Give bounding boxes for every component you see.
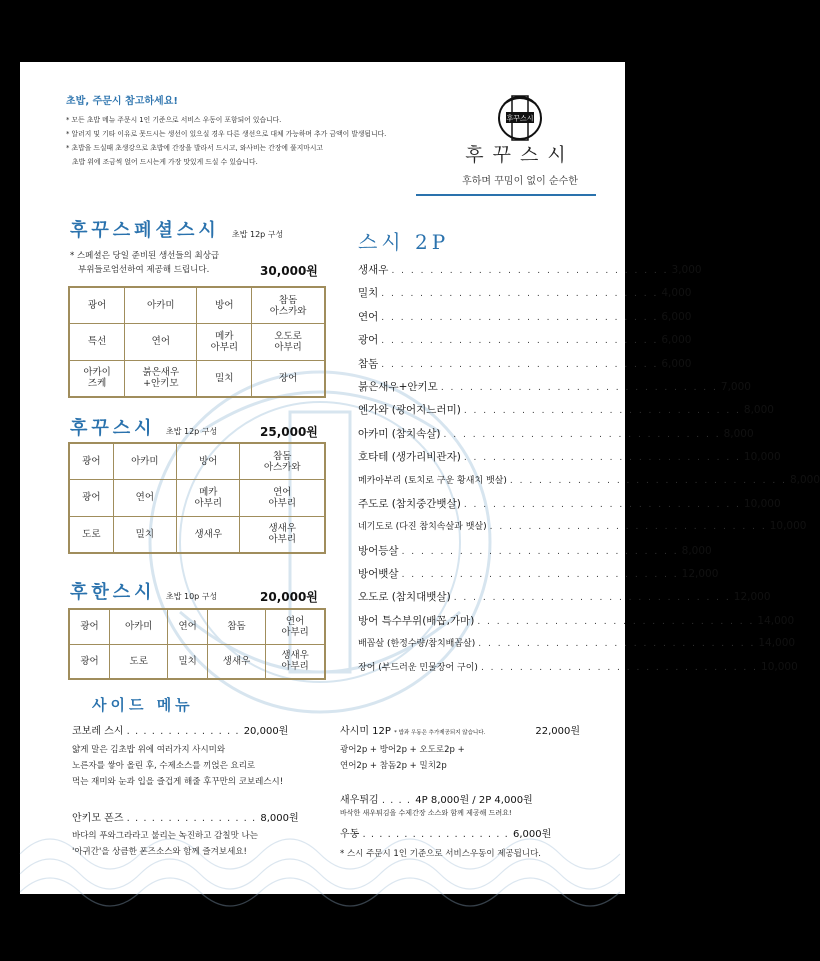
table-cell: 아카미: [110, 609, 168, 644]
fuhan-sub: 초밥 10p 구성: [166, 592, 218, 601]
note-line: * 초밥을 드실때 초생강으로 초밥에 간장을 발라서 드시고, 와사비는 간장에 풀지마시고: [66, 144, 323, 152]
leader-dots: . . . . . . . . . . . . . . . . . . . . . . . . . . . . .: [509, 475, 787, 486]
item-name: 방어등살: [358, 544, 399, 557]
brand-tagline: 후하며 꾸밈이 없이 순수한: [462, 176, 578, 187]
menu-item: [358, 402, 774, 425]
fuhan-title: 후한스시: [70, 582, 156, 603]
table-cell: 특선: [69, 324, 125, 360]
leader-dots: . . . . . . . . . . . . . . . . . . . . . . . . . . . . .: [401, 570, 679, 581]
leader-dots: . . . . . . . . . . . . . . . . . . . . . . . . . . . . .: [381, 359, 659, 370]
table-cell: 메카 아부리: [197, 324, 252, 360]
item-price: 10,000: [743, 451, 781, 464]
table-cell: 밀치: [197, 360, 252, 397]
table-row: [69, 287, 325, 324]
item-price: 8,000: [681, 544, 712, 557]
item-name: 엔가와 (광어지느러미): [358, 404, 461, 417]
leader-dots: . . . . . . . . . . . . . . . . . . . . . . . . . . . . .: [463, 406, 741, 417]
fuku-title: 후꾸스시: [70, 418, 156, 439]
table-row: [69, 443, 325, 480]
order-notes: [66, 92, 486, 169]
item-name: 네기도로 (다진 참치속살과 뱃살): [358, 522, 487, 533]
item-name: 광어: [358, 334, 379, 347]
table-cell: 아카미: [125, 287, 197, 324]
leader-dots: . . . . . . . . . . . . . . . . . . . . . . . . . . . . .: [401, 546, 679, 557]
table-cell: 광어: [69, 287, 125, 324]
kobore-desc: 먹는 재미와 눈과 입을 즐겁게 해줄 후꾸만의 코보레스시!: [72, 777, 284, 787]
leader-dots: . . . . . . . . . . . . . . . . . . . . . . . . . . . . .: [477, 616, 755, 627]
item-price: 12,000: [681, 568, 719, 581]
brand-name: 후꾸스시: [465, 144, 575, 166]
table-cell: 연어 아부리: [266, 609, 325, 644]
table-cell: 밀치: [168, 644, 208, 679]
fuhan-price: 20,000원: [260, 590, 318, 604]
leader-dots: . . . . . . . . . . . . . . . . . . . . . . . . . . . . .: [480, 662, 759, 673]
item-name: 참돔: [358, 357, 379, 370]
table-cell: 연어 아부리: [240, 480, 325, 516]
table-cell: 연어: [125, 324, 197, 360]
special-price: 30,000원: [260, 264, 318, 278]
item-name: 안키모 폰즈: [72, 813, 124, 824]
menu-page: [20, 62, 820, 894]
menu-item: [358, 543, 712, 566]
item-price: 7,000: [720, 380, 751, 393]
item-name: 새우튀김: [340, 795, 379, 806]
side-item-kobore: [72, 722, 288, 737]
special-title: 후꾸스페셜스시: [70, 220, 220, 241]
item-name: 방어 특수부위(배꼽,가마): [358, 614, 475, 627]
table-cell: 참돔 아스카와: [240, 443, 325, 480]
special-sub: 초밥 12p 구성: [232, 230, 284, 239]
table-row: [69, 609, 325, 644]
kobore-desc: 노른자를 쌓아 올린 후, 수제소스를 끼얹은 요리로: [72, 761, 256, 771]
menu-item: [358, 519, 807, 542]
menu-item: [358, 449, 781, 472]
item-name: 붉은새우+안키모: [358, 380, 438, 393]
side-item-ankimo: [72, 809, 299, 824]
special-desc: * 스페셜은 당일 준비된 생선들의 최상급: [70, 251, 220, 261]
item-name: 장어 (부드러운 민물장어 구이): [358, 662, 478, 673]
table-cell: 오도로 아부리: [252, 324, 325, 360]
table-cell: 아카이 즈케: [69, 360, 125, 397]
table-cell: 광어: [69, 609, 110, 644]
side-footer-note: * 스시 주문시 1인 기준으로 서비스우동이 제공됩니다.: [340, 849, 542, 859]
table-cell: 아카미: [113, 443, 176, 480]
item-name: 배꼽살 (한정수량/참치배꼽살): [358, 639, 476, 650]
kobore-desc: 얇게 말은 김초밥 위에 여러가지 사시미와: [72, 745, 226, 755]
table-cell: 생새우 아부리: [240, 516, 325, 553]
item-name: 우동: [340, 829, 360, 840]
item-name: 아카미 (참치속살): [358, 427, 441, 440]
item-name: 방어뱃살: [358, 568, 399, 581]
item-price: 8,000원: [260, 813, 299, 824]
item-price: 4,000: [661, 287, 692, 300]
table-cell: 방어: [177, 443, 240, 480]
item-name: 생새우: [358, 264, 389, 276]
item-price: 8,000: [789, 473, 820, 486]
shrimp-desc: 바삭한 새우튀김을 수제간장 소스와 함께 제공해 드려요!: [340, 809, 512, 817]
leader-dots: . . . . . . . . . . . . . . . . . . . . . . . . . . . . .: [453, 593, 731, 604]
table-cell: 메카 아부리: [177, 480, 240, 516]
table-cell: 광어: [69, 480, 113, 516]
note-line: * 알러지 및 기타 이유로 못드시는 생선이 있으실 경우 다른 생선으로 대체 가능하며 추가 금액이 발생됩니다.: [66, 130, 387, 138]
item-price: 8,000: [723, 427, 754, 440]
brand-logo: [496, 90, 544, 146]
item-price: 10,000: [769, 520, 807, 533]
item-name: 사시미 12P: [340, 726, 391, 737]
menu-item: [358, 589, 771, 612]
note-line: 초밥 위에 조금씩 얹어 드시는게 가장 맛있게 드실 수 있습니다.: [72, 158, 258, 166]
side-item-udon: [340, 825, 551, 840]
table-cell: 붉은새우 +안키모: [125, 360, 197, 397]
leader-dots: . . . . . . . . . . . . . . . . . . . . . . . . . . . . .: [381, 336, 659, 347]
item-price: 14,000: [757, 614, 795, 627]
header-divider: [416, 194, 596, 196]
menu-item: [358, 309, 692, 332]
item-price: 10,000: [761, 660, 798, 673]
table-cell: 도로: [110, 644, 168, 679]
item-price: 6,000: [661, 310, 692, 323]
leader-dots: . . . .: [381, 795, 416, 806]
table-cell: 밀치: [113, 516, 176, 553]
table-cell: 장어: [252, 360, 325, 397]
menu-item: [358, 379, 751, 402]
item-name: 메카아부리 (토치로 구운 황새치 뱃살): [358, 475, 507, 486]
item-name: 밀치: [358, 287, 379, 300]
leader-dots: . . . . . . . . . . . . . . . . . .: [362, 829, 513, 840]
leader-dots: . . . . . . . . . . . . . . . . . . . . . . . . . . . . .: [440, 382, 718, 393]
item-name: 코보레 스시: [72, 726, 124, 737]
item-price: 8,000: [743, 404, 774, 417]
item-price: 4P 8,000원 / 2P 4,000원: [415, 795, 533, 806]
leader-dots: . . . . . . . . . . . . . .: [126, 726, 244, 737]
item-price: 12,000: [733, 591, 771, 604]
leader-dots: . . . . . . . . . . . . . . . . . . . . . . . . . . . . .: [463, 453, 741, 464]
item-price: 3,000: [671, 264, 702, 276]
fuku-sub: 초밥 12p 구성: [166, 427, 218, 436]
leader-dots: . . . . . . . . . . . . . . . . . . . . . . . . . . . . .: [489, 522, 767, 533]
table-cell: 연어: [168, 609, 208, 644]
item-price: 10,000: [743, 497, 781, 510]
fuku-table: [68, 442, 326, 554]
logo-text: 후꾸스시: [506, 114, 534, 123]
ankimo-desc: 바다의 푸와그라라고 불리는 녹진하고 감칠맛 나는: [72, 831, 258, 841]
menu-item: [358, 262, 702, 285]
table-cell: 생새우 아부리: [266, 644, 325, 679]
sashimi-desc: 연어2p + 참돔2p + 밀치2p: [340, 761, 447, 771]
table-cell: 도로: [69, 516, 113, 553]
fuhan-table: [68, 608, 326, 680]
table-cell: 광어: [69, 443, 113, 480]
table-cell: 광어: [69, 644, 110, 679]
menu-item: [358, 566, 719, 589]
menu-item: [358, 473, 820, 496]
item-name: 연어: [358, 310, 379, 323]
item-name: 주도로 (참치중간뱃살): [358, 497, 461, 510]
notes-title: 초밥, 주문시 참고하세요!: [66, 96, 178, 107]
side-title: 사이드 메뉴: [92, 696, 194, 714]
table-cell: 생새우: [177, 516, 240, 553]
leader-dots: . . . . . . . . . . . . . . . .: [126, 813, 261, 824]
leader-dots: . . . . . . . . . . . . . . . . . . . . . . . . . . . . .: [443, 429, 721, 440]
menu-item: [358, 426, 754, 449]
side-item-shrimp: [340, 791, 533, 806]
item-price: 22,000원: [535, 726, 580, 737]
sashimi-desc: 광어2p + 방어2p + 오도로2p +: [340, 745, 465, 755]
leader-dots: . . . . . . . . . . . . . . . . . . . . . . . . . . . . .: [478, 639, 756, 650]
menu-item: [358, 332, 692, 355]
item-price: 6,000원: [512, 829, 552, 840]
ankimo-desc: '아귀간'을 상큼한 폰즈소스와 함께 즐겨보세요!: [72, 847, 247, 857]
special-desc: 부위들로엄선하여 제공해 드립니다.: [78, 265, 210, 275]
table-cell: 생새우: [207, 644, 265, 679]
special-table: [68, 286, 326, 398]
item-name: 호타테 (생가리비관자): [358, 451, 461, 464]
table-row: [69, 480, 325, 516]
sushi2p-title: 스시 2P: [358, 230, 450, 254]
item-price: 20,000원: [243, 726, 289, 737]
leader-dots: . . . . . . . . . . . . . . . . . . . . . . . . . . . . .: [381, 312, 659, 323]
item-name: 오도로 (참치대뱃살): [358, 591, 451, 604]
table-row: [69, 324, 325, 360]
item-price: 6,000: [661, 334, 692, 347]
table-row: [69, 644, 325, 679]
menu-item: [358, 660, 798, 683]
table-cell: 참돔 아스카와: [252, 287, 325, 324]
table-row: [69, 360, 325, 397]
table-cell: 연어: [113, 480, 176, 516]
note-line: * 모든 초밥 메뉴 주문시 1인 기준으로 서비스 우동이 포함되어 있습니다.: [66, 116, 282, 124]
menu-item: [358, 496, 781, 519]
leader-dots: . . . . . . . . . . . . . . . . . . . . . . . . . . . . .: [463, 499, 741, 510]
menu-item: [358, 636, 796, 659]
table-cell: 참돔: [207, 609, 265, 644]
item-note: * 밥과 우동은 추가제공되지 않습니다.: [394, 730, 486, 736]
fuku-price: 25,000원: [260, 425, 318, 439]
menu-item: [358, 356, 692, 379]
item-price: 14,000: [758, 637, 796, 650]
sushi2p-list: [358, 262, 820, 683]
table-cell: 방어: [197, 287, 252, 324]
side-item-sashimi: [340, 722, 580, 737]
menu-item: [358, 613, 795, 636]
item-price: 6,000: [661, 357, 692, 370]
table-row: [69, 516, 325, 553]
leader-dots: . . . . . . . . . . . . . . . . . . . . . . . . . . . . .: [391, 266, 669, 276]
leader-dots: . . . . . . . . . . . . . . . . . . . . . . . . . . . . .: [381, 289, 659, 300]
menu-item: [358, 285, 692, 308]
